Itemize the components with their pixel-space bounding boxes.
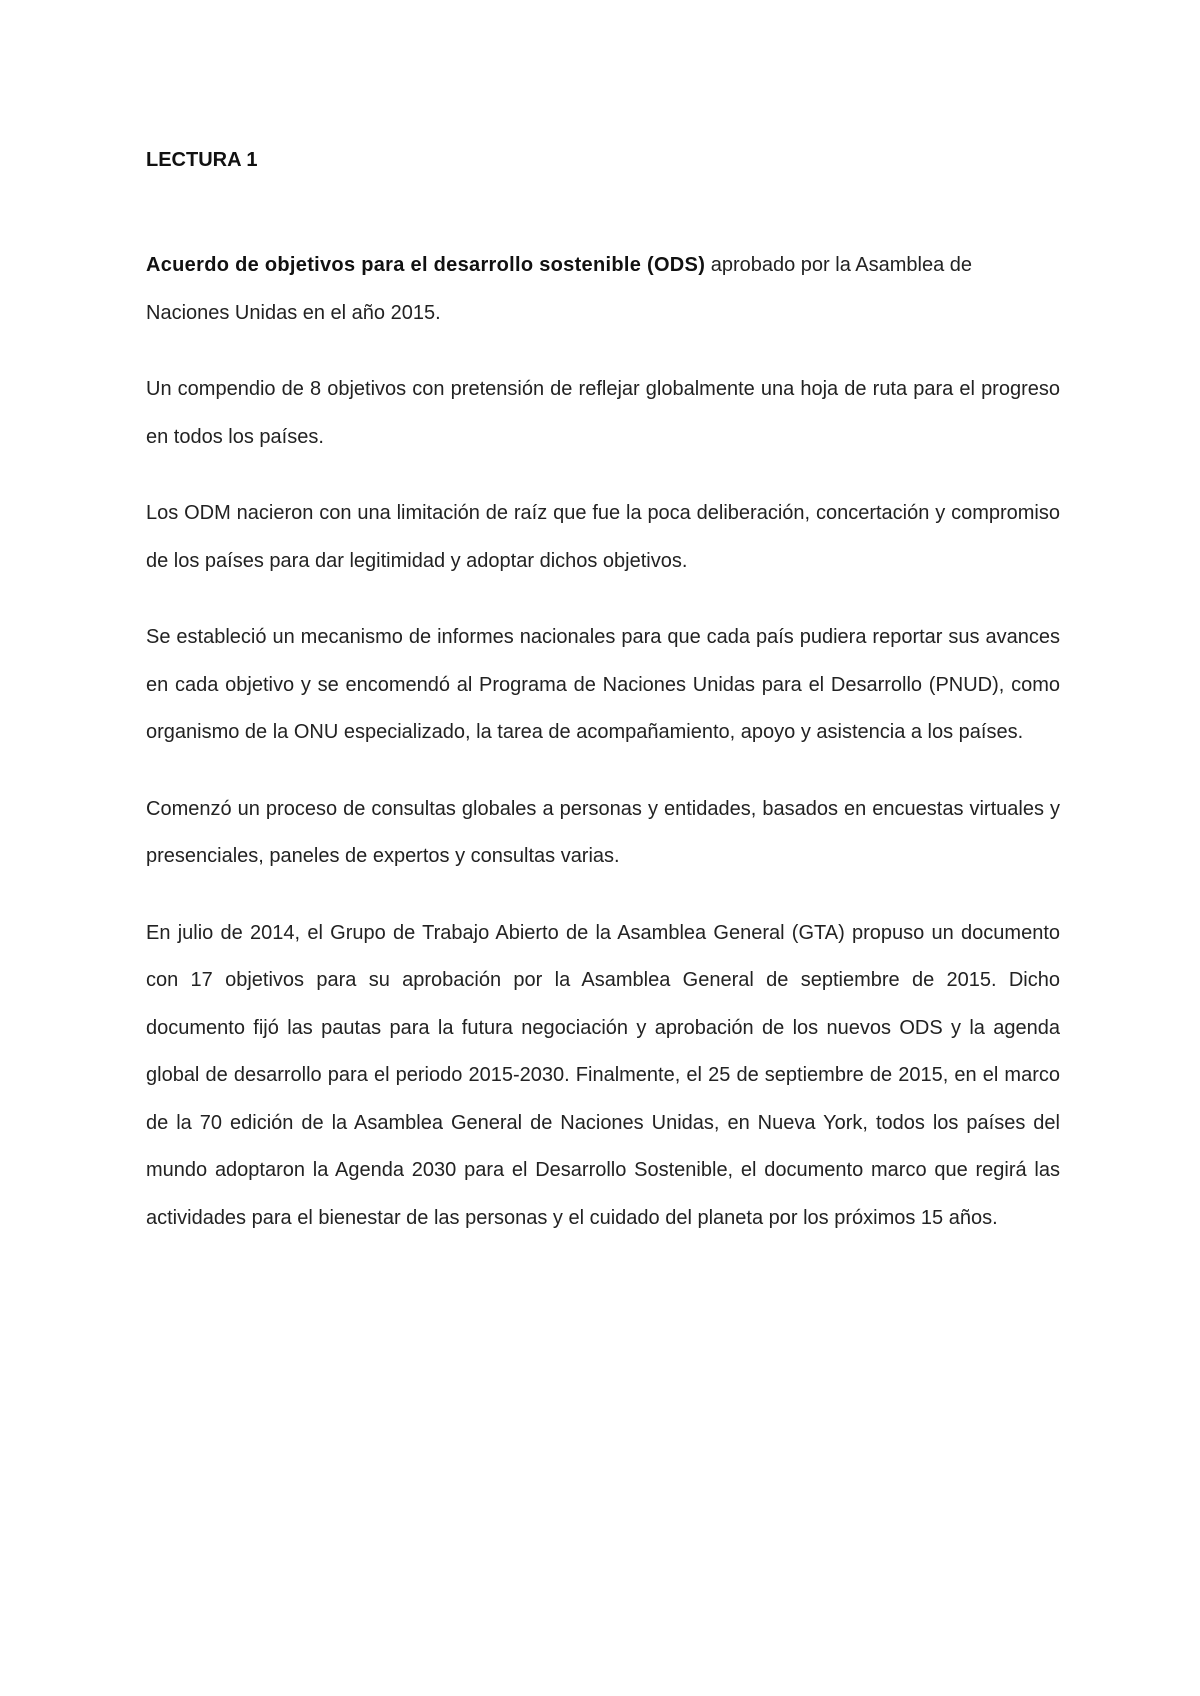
paragraph-compendio: Un compendio de 8 objetivos con pretensión de reflejar globalmente una hoja de ruta para el progreso en todos los países. [146, 378, 1060, 448]
intro-bold-text: Acuerdo de objetivos para el desarrollo sostenible (ODS) [146, 254, 706, 276]
paragraph-odm-limitacion: Los ODM nacieron con una limitación de raíz que fue la poca deliberación, concertación y compromiso de los países para dar legitimidad y adoptar dichos objetivos. [146, 502, 1060, 572]
paragraph-informes-nacionales: Se estableció un mecanismo de informes nacionales para que cada país pudiera reportar sus avances en cada objetivo y se encomendó al Programa de Naciones Unidas para el Desarrollo (PNUD), como organismo de la ONU especializado, la tarea de acompañamiento, apoyo y asistencia a los países. [146, 626, 1060, 743]
document-body [146, 140, 1060, 1271]
intro-paragraph [146, 242, 1060, 337]
intro-rest-text: aprobado por la Asamblea de Naciones Unidas en el año 2015. [146, 254, 973, 324]
paragraph-consultas-globales: Comenzó un proceso de consultas globales a personas y entidades, basados en encuestas virtuales y presenciales, paneles de expertos y consultas varias. [146, 797, 1060, 867]
document-heading: LECTURA 1 [146, 149, 258, 171]
paragraph-agenda-2030: En julio de 2014, el Grupo de Trabajo Abierto de la Asamblea General (GTA) propuso un documento con 17 objetivos para su aprobación por la Asamblea General de septiembre de 2015. Dicho documento fijó las pautas para la futura negociación y aprobación de los nuevos ODS y la agenda global de desarrollo para el periodo 2015-2030. Finalmente, el 25 de septiembre de 2015, en el marco de la 70 edición de la Asamblea General de Naciones Unidas, en Nueva York, todos los países del mundo adoptaron la Agenda 2030 para el Desarrollo Sostenible, el documento marco que regirá las actividades para el bienestar de las personas y el cuidado del planeta por los próximos 15 años. [146, 921, 1060, 1229]
